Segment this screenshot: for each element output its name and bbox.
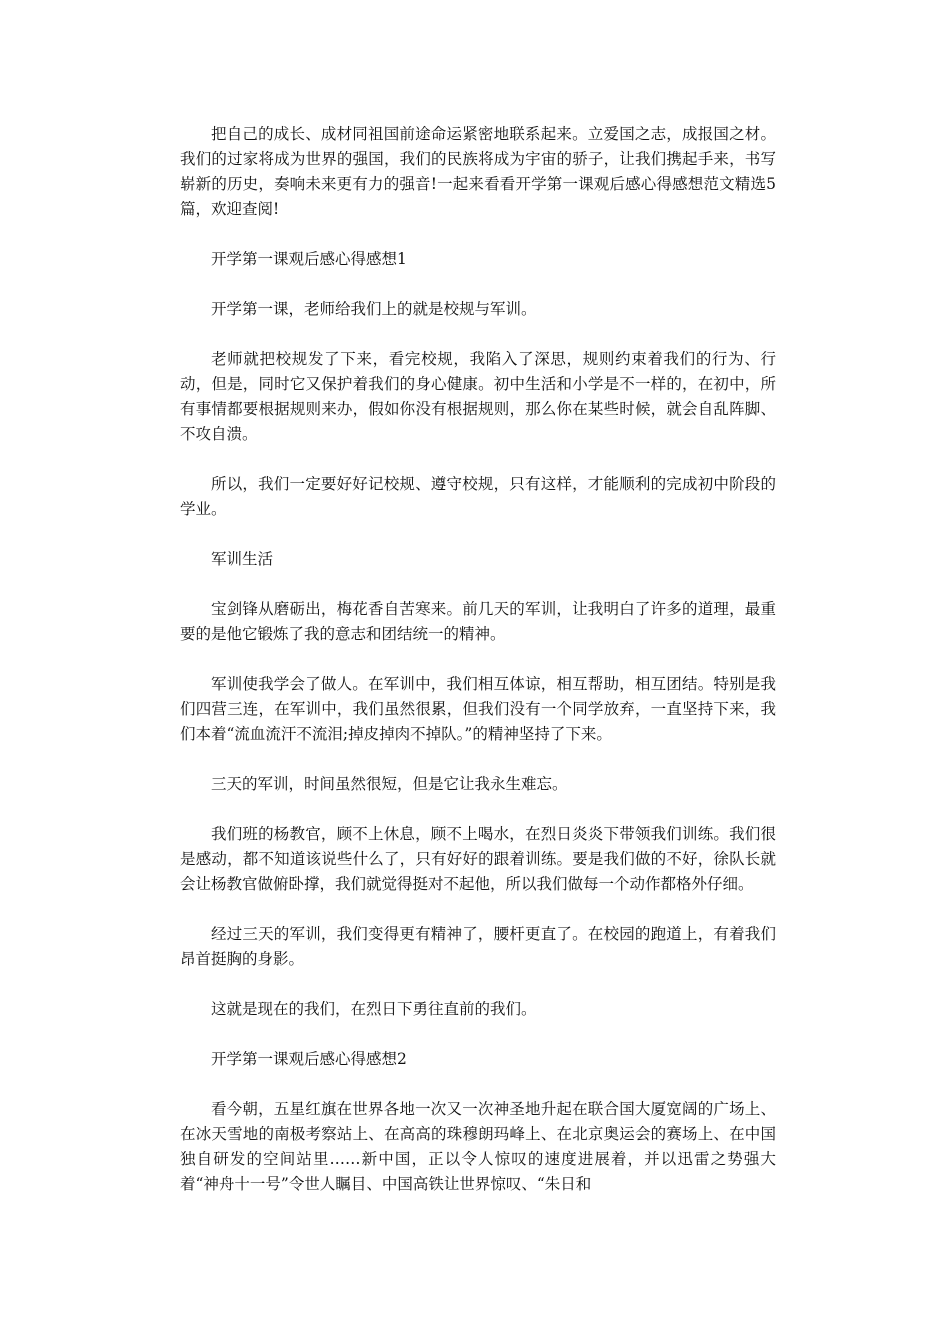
paragraph: 开学第一课，老师给我们上的就是校规与军训。	[211, 300, 537, 318]
paragraph: 我们班的杨教官，顾不上休息，顾不上喝水，在烈日炎炎下带领我们训练。我们很是感动，都不知道该说些什么了，只有好好的跟着训练。要是我们做的不好，徐队长就会让杨教官做俯卧撑，我们就觉得挺对不起他，所以我们做每一个动作都格外仔细。	[180, 825, 776, 893]
intro-paragraph: 把自己的成长、成材同祖国前途命运紧密地联系起来。立爱国之志，成报国之材。我们的过家将成为世界的强国，我们的民族将成为宇宙的骄子，让我们携起手来，书写崭新的历史，奏响未来更有力的强音!一起来看看开学第一课观后感心得感想范文精选5篇，欢迎查阅!	[180, 125, 776, 218]
paragraph: 看今朝，五星红旗在世界各地一次又一次神圣地升起在联合国大厦宽阔的广场上、在冰天雪地的南极考察站上、在高高的珠穆朗玛峰上、在北京奥运会的赛场上、在中国独自研发的空间站里……新中国，正以令人惊叹的速度进展着，并以迅雷之势强大着“神舟十一号”令世人瞩目、中国高铁让世界惊叹、“朱日和	[180, 1100, 776, 1193]
paragraph: 军训使我学会了做人。在军训中，我们相互体谅，相互帮助，相互团结。特别是我们四营三连，在军训中，我们虽然很累，但我们没有一个同学放弃，一直坚持下来，我们本着“流血流汗不流泪;掉皮掉肉不掉队。”的精神坚持了下来。	[180, 675, 776, 743]
paragraph: 老师就把校规发了下来，看完校规，我陷入了深思，规则约束着我们的行为、行动，但是，同时它又保护着我们的身心健康。初中生活和小学是不一样的，在初中，所有事情都要根据规则来办，假如你没有根据规则，那么你在某些时候，就会自乱阵脚、不攻自溃。	[180, 350, 776, 443]
paragraph: 所以，我们一定要好好记校规、遵守校规，只有这样，才能顺利的完成初中阶段的学业。	[180, 475, 776, 518]
section-heading-2: 开学第一课观后感心得感想2	[211, 1050, 407, 1068]
paragraph: 经过三天的军训，我们变得更有精神了，腰杆更直了。在校园的跑道上，有着我们昂首挺胸的身影。	[180, 925, 776, 968]
subsection-heading: 军训生活	[211, 550, 274, 568]
paragraph: 三天的军训，时间虽然很短，但是它让我永生难忘。	[211, 775, 568, 793]
section-heading-1: 开学第一课观后感心得感想1	[211, 250, 407, 268]
paragraph: 宝剑锋从磨砺出，梅花香自苦寒来。前几天的军训，让我明白了许多的道理，最重要的是他它锻炼了我的意志和团结统一的精神。	[180, 600, 776, 643]
document-page	[180, 122, 776, 1222]
paragraph: 这就是现在的我们，在烈日下勇往直前的我们。	[211, 1000, 537, 1018]
